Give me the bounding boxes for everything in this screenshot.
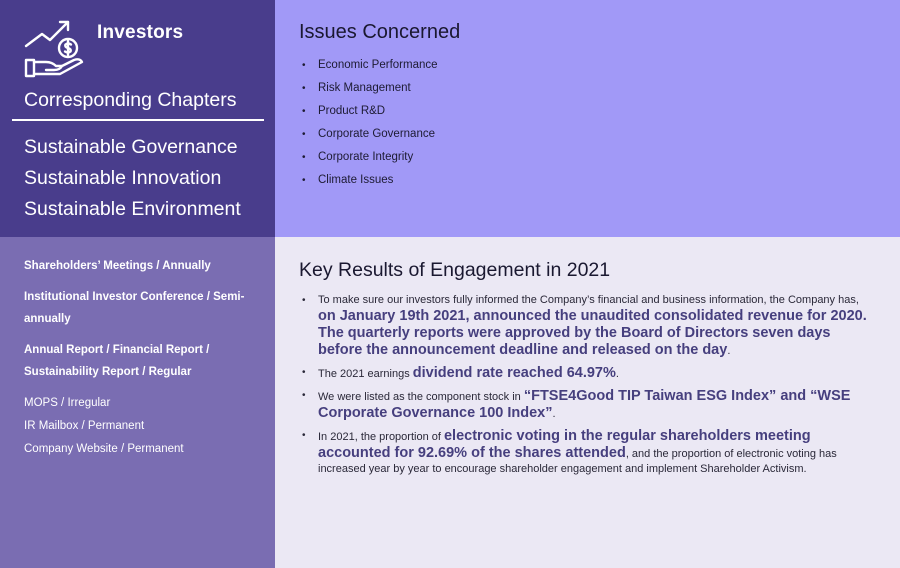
result-text: . [615, 368, 619, 380]
result-highlight: electronic voting in the regular shareholders meeting accounted for 92.69% of the shares attended [318, 428, 811, 461]
channel-item: MOPS / Irregular [24, 397, 111, 409]
issue-item: • Product R&D [300, 100, 438, 123]
investor-growth-coin-hand-icon [22, 16, 86, 80]
stakeholder-panel [0, 0, 275, 237]
key-results-panel [275, 237, 900, 568]
chapter-list [24, 132, 241, 225]
stakeholder-title: Investors [97, 22, 184, 43]
issue-item: • Corporate Integrity [300, 146, 438, 169]
results-list [300, 293, 875, 483]
result-text: . [552, 408, 556, 420]
chapter-item: Sustainable Innovation [24, 167, 222, 189]
corresponding-chapters-heading: Corresponding Chapters [24, 89, 237, 111]
issues-heading: Issues Concerned [299, 21, 461, 43]
chapter-item: Sustainable Environment [24, 198, 241, 220]
channel-item: Institutional Investor Conference / Semi-annually [24, 291, 245, 325]
result-highlight: “FTSE4Good TIP Taiwan ESG Index” and “WSE Corporate Governance 100 Index” [318, 388, 851, 421]
key-results-heading: Key Results of Engagement in 2021 [299, 259, 611, 281]
result-text: , and the proportion of electronic voting has increased year by year to encourage shareholder engagement and implement Shareholder Activism. [318, 448, 837, 475]
result-item [300, 365, 875, 382]
chapter-item: Sustainable Governance [24, 136, 238, 158]
channel-item: Shareholders’ Meetings / Annually [24, 260, 211, 272]
issue-item: • Climate Issues [300, 169, 438, 192]
result-text: To make sure our investors fully informed the Company’s financial and business information, the Company has, [318, 294, 859, 306]
issues-panel [275, 0, 900, 237]
result-text: We were listed as the component stock in [318, 391, 524, 403]
result-item [300, 428, 875, 477]
issues-list [300, 54, 438, 192]
issue-item: • Economic Performance [300, 54, 438, 77]
result-text: In 2021, the proportion of [318, 431, 444, 443]
divider [12, 119, 264, 121]
channel-list [24, 255, 264, 461]
result-item [300, 388, 875, 422]
channel-item: IR Mailbox / Permanent [24, 420, 145, 432]
issue-item: • Corporate Governance [300, 123, 438, 146]
result-item [300, 293, 875, 359]
result-text: The 2021 earnings [318, 368, 413, 380]
channel-item: Annual Report / Financial Report / Sustainability Report / Regular [24, 344, 210, 378]
communication-channels-panel [0, 237, 275, 568]
result-highlight: on January 19th 2021, announced the unaudited consolidated revenue for 2020. The quarterly reports were approved by the Board of Directors seven days before the announcement deadline and released on the day [318, 308, 867, 358]
channel-item: Company Website / Permanent [24, 443, 184, 455]
result-text: . [727, 345, 731, 357]
issue-item: • Risk Management [300, 77, 438, 100]
result-highlight: dividend rate reached 64.97% [412, 365, 616, 381]
